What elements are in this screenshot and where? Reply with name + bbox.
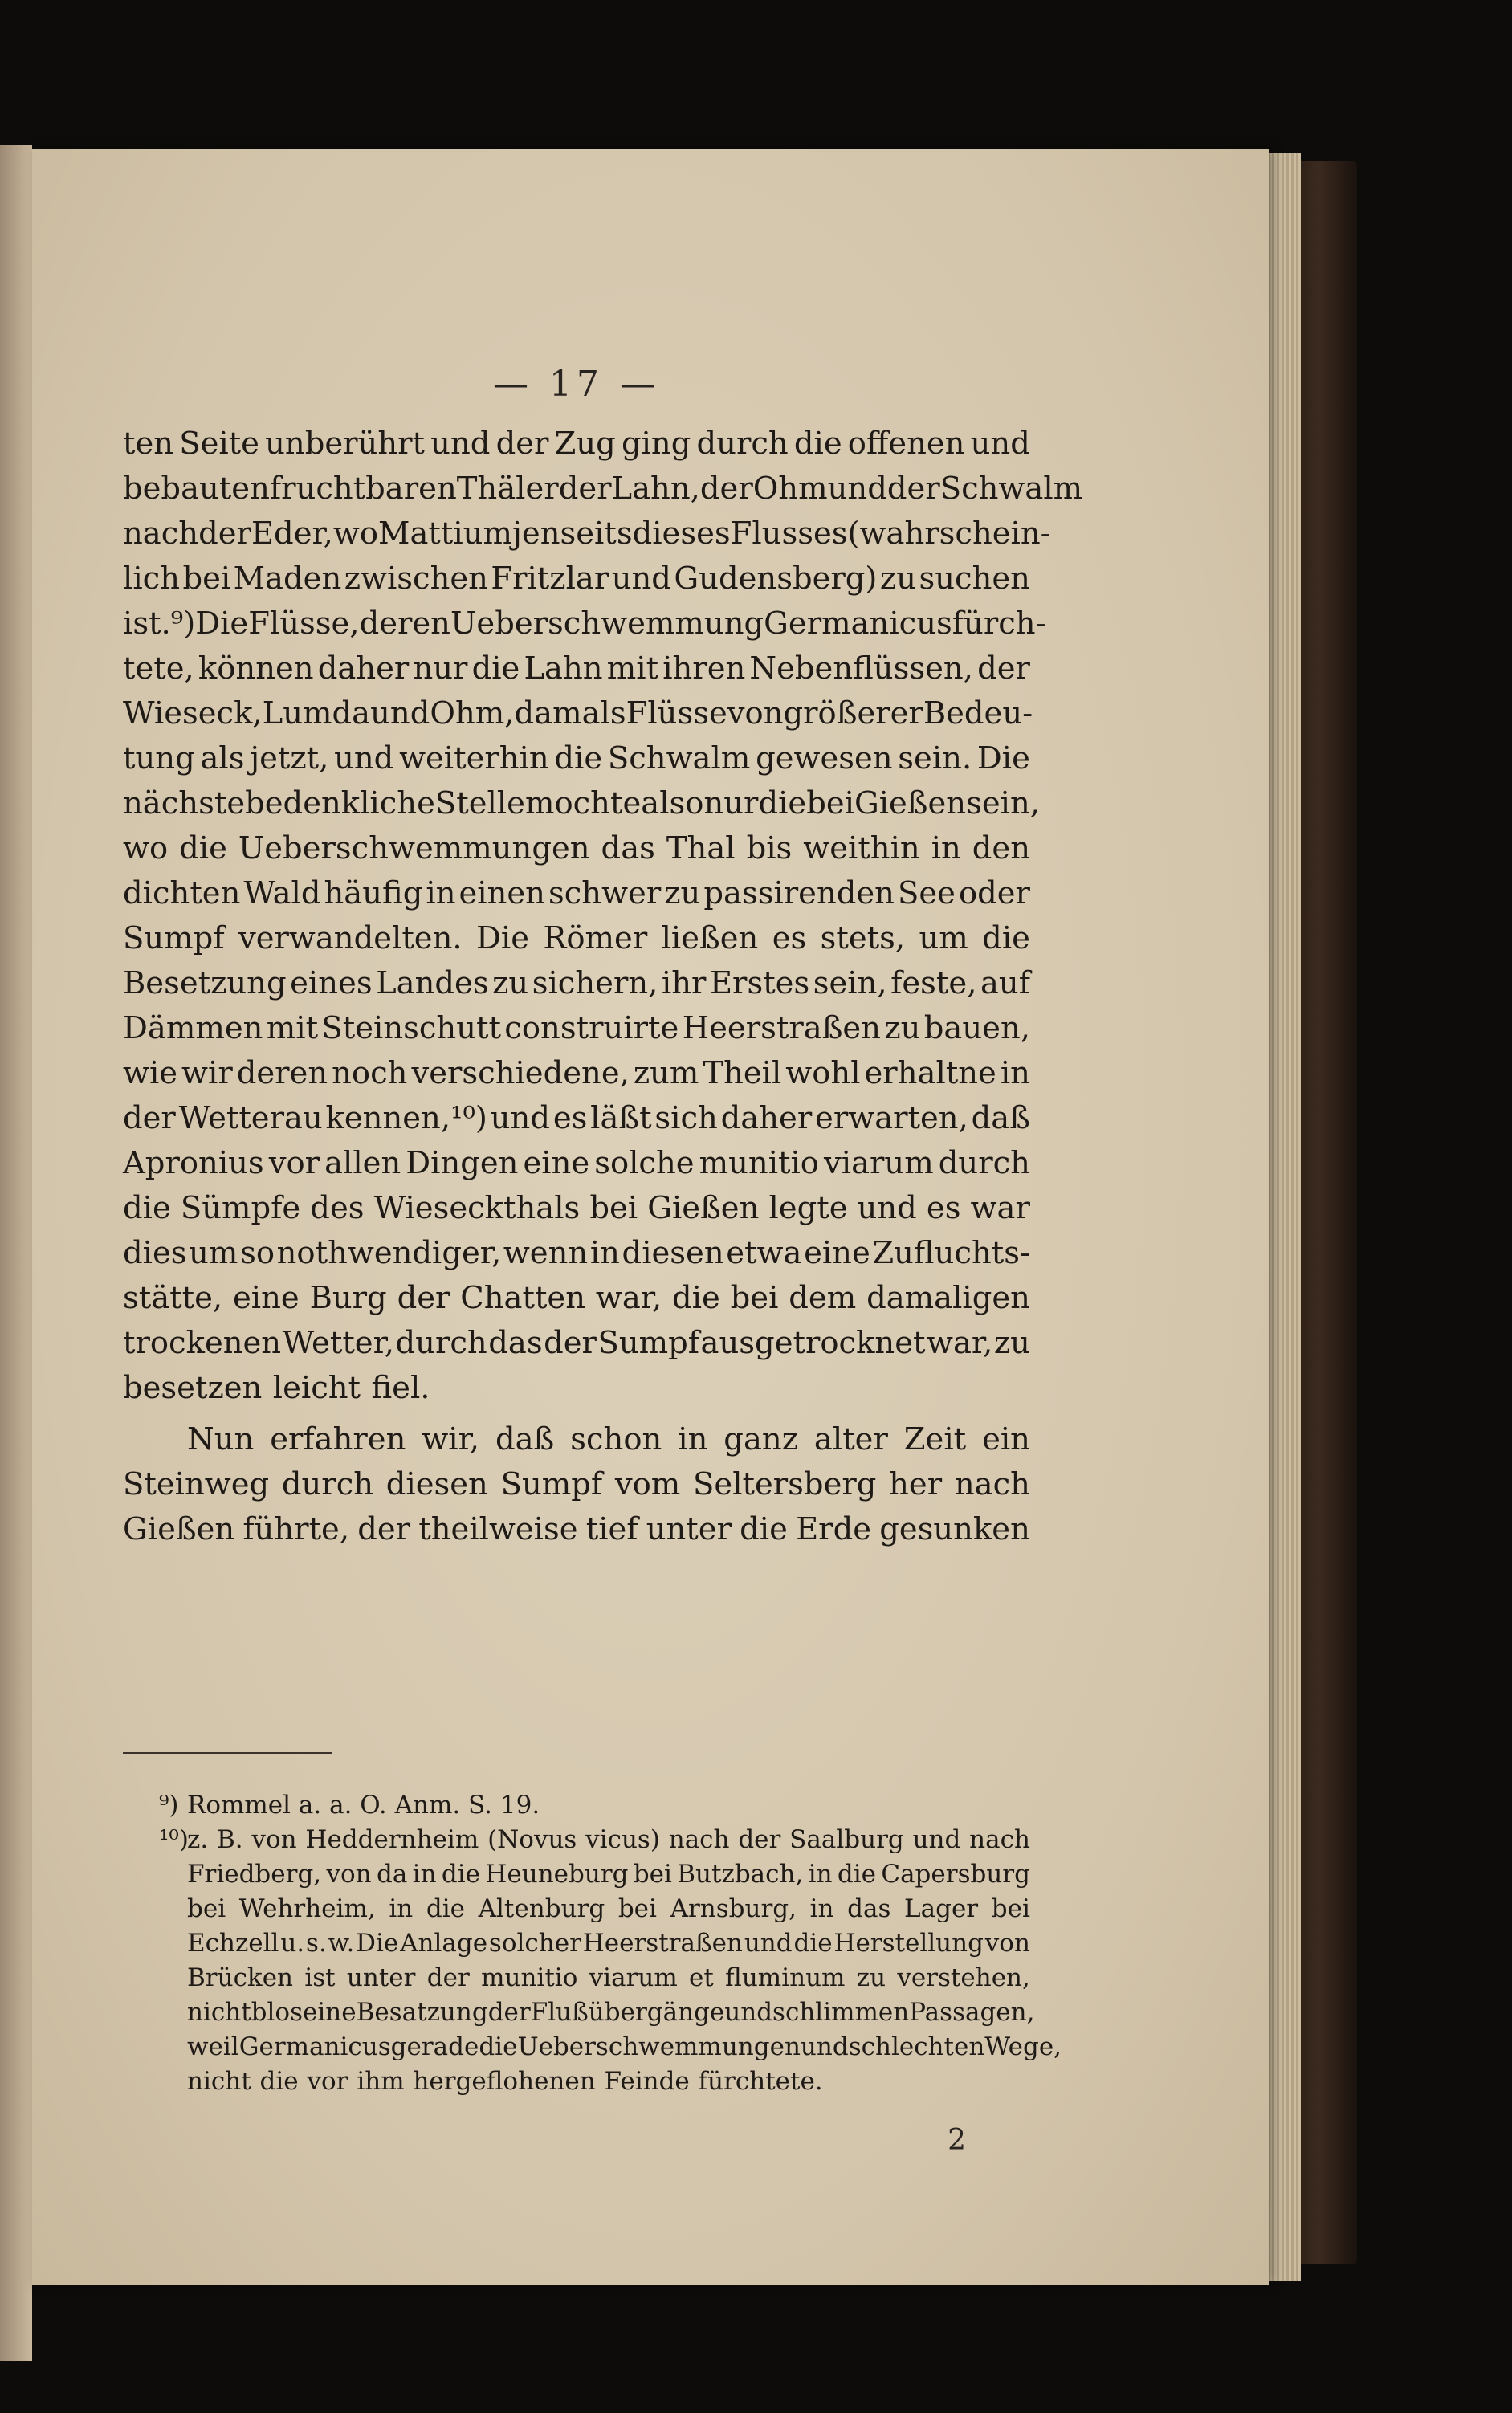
text-line: wo die Ueberschwemmungen das Thal bis weithin in den <box>123 830 1030 866</box>
text-line: der Wetterau kennen,¹⁰) und es läßt sich daher erwarten, daß <box>123 1100 1030 1136</box>
footnote-line: nicht blos eine Besatzung der Flußübergänge und schlimmen Passagen, <box>187 1998 1035 2027</box>
text-line: ten Seite unberührt und der Zug ging durch die offenen und <box>123 426 1030 462</box>
text-line: Wieseck, Lumda und Ohm, damals Flüsse von größerer Bedeu- <box>123 695 1033 732</box>
text-line: dichten Wald häufig in einen schwer zu passirenden See oder <box>123 875 1030 911</box>
footnote-rule <box>123 1752 332 1754</box>
footnotes <box>123 1788 1062 2099</box>
footnote-9-marker: ⁹) <box>159 1791 179 1820</box>
text-line: nächste bedenkliche Stelle mochte also nur die bei Gießen sein, <box>123 785 1040 821</box>
footnote-line: Echzell u. s. w. Die Anlage solcher Heerstraßen und die Herstellung von <box>187 1929 1030 1958</box>
left-page-edge <box>0 145 32 2361</box>
body-text <box>123 422 1083 1552</box>
text-line: Apronius vor allen Dingen eine solche munitio viarum durch <box>123 1145 1030 1181</box>
text-line: Nun erfahren wir, daß schon in ganz alter Zeit ein <box>187 1421 1030 1457</box>
footnote-9 <box>123 1788 1030 1823</box>
text-line: nach der Eder, wo Mattium jenseits dieses Flusses (wahrschein- <box>123 516 1051 552</box>
text-line: dies um so nothwendiger, wenn in diesen etwa eine Zufluchts- <box>123 1235 1030 1271</box>
paragraph-1 <box>123 422 1083 1411</box>
footnote-9-text: Rommel a. a. O. Anm. S. 19. <box>187 1791 540 1820</box>
text-line: tete, können daher nur die Lahn mit ihren Nebenflüssen, der <box>123 650 1030 687</box>
text-line: Dämmen mit Steinschutt construirte Heerstraßen zu bauen, <box>123 1010 1030 1046</box>
text-line: wie wir deren noch verschiedene, zum Theil wohl erhaltne in <box>123 1055 1030 1091</box>
text-line: Besetzung eines Landes zu sichern, ihr Erstes sein, feste, auf <box>123 965 1030 1001</box>
footnote-line: Brücken ist unter der munitio viarum et fluminum zu verstehen, <box>187 1963 1030 1992</box>
text-line: besetzen leicht fiel. <box>123 1370 430 1406</box>
text-line: lich bei Maden zwischen Fritzlar und Gudensberg) zu suchen <box>123 560 1030 597</box>
page-number: — 17 — <box>493 364 660 405</box>
book-page <box>32 149 1269 2285</box>
text-line: Gießen führte, der theilweise tief unter die Erde gesunken <box>123 1511 1030 1547</box>
footnote-10-marker: ¹⁰) <box>159 1825 189 1854</box>
footnote-line: Friedberg, von da in die Heuneburg bei Butzbach, in die Capersburg <box>187 1860 1030 1889</box>
book-spine <box>1293 161 1357 2264</box>
text-line: tung als jetzt, und weiterhin die Schwalm gewesen sein. Die <box>123 740 1030 776</box>
text-line: die Sümpfe des Wieseckthals bei Gießen legte und es war <box>123 1190 1030 1226</box>
text-line: stätte, eine Burg der Chatten war, die bei dem damaligen <box>123 1280 1030 1316</box>
footnote-10-first-text: z. B. von Heddernheim (Novus vicus) nach der Saalburg und nach <box>187 1825 1030 1854</box>
text-line: Steinweg durch diesen Sumpf vom Seltersberg her nach <box>123 1466 1030 1502</box>
text-line: Sumpf verwandelten. Die Römer ließen es stets, um die <box>123 920 1030 956</box>
footnote-10-continuation <box>123 1857 1062 2099</box>
paragraph-2 <box>123 1417 1030 1552</box>
signature-mark: 2 <box>948 2124 966 2157</box>
text-line: trockenen Wetter, durch das der Sumpf ausgetrocknet war, zu <box>123 1325 1030 1361</box>
text-line: ist.⁹) Die Flüsse, deren Ueberschwemmung Germanicus fürch- <box>123 605 1046 642</box>
footnote-line: bei Wehrheim, in die Altenburg bei Arnsburg, in das Lager bei <box>187 1894 1030 1923</box>
footnote-line: weil Germanicus gerade die Ueberschwemmungen und schlechten Wege, <box>187 2032 1062 2061</box>
footnote-line: nicht die vor ihm hergeflohenen Feinde fürchtete. <box>187 2067 823 2096</box>
text-line: bebauten fruchtbaren Thäler der Lahn, der Ohm und der Schwalm <box>123 471 1083 507</box>
footnote-10-first-line <box>123 1823 1030 1857</box>
